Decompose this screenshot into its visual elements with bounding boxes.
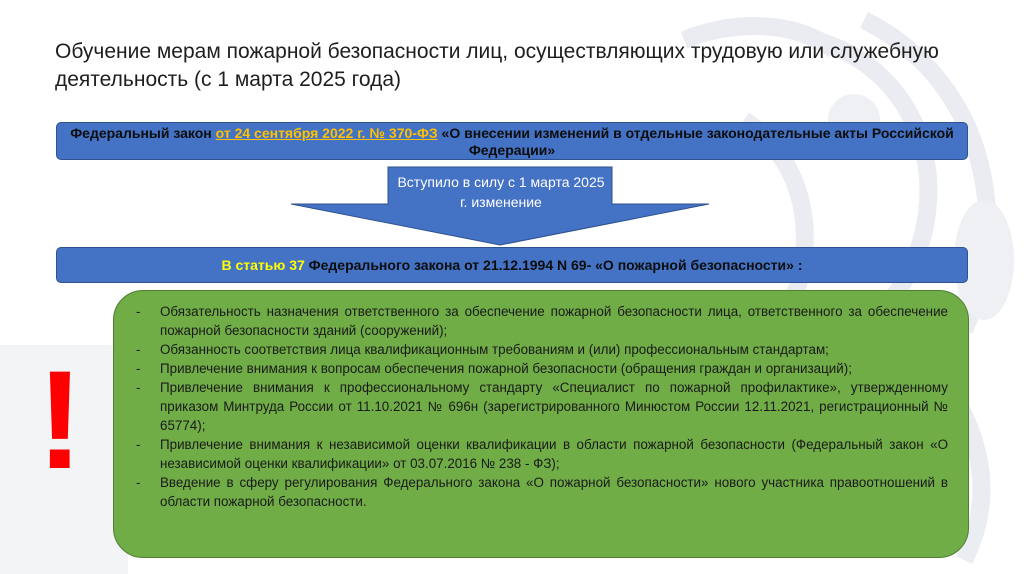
bullet-dash: -: [136, 342, 141, 357]
page-title: Обучение мерам пожарной безопасности лиц, осуществляющих трудовую или служебную деятельность (с 1 марта 2025 года): [55, 40, 939, 91]
effective-date-text: Вступило в силу с 1 марта 2025 г. изменение: [397, 174, 605, 210]
list-item: - Обязательность назначения ответственного за обеспечение пожарной безопасности лица, ответственного за обеспечение пожарной безопасности зданий (сооружений);: [136, 304, 948, 338]
requirements-list: [136, 302, 948, 511]
article-prefix: В статью 37: [221, 257, 305, 273]
bullet-dash: -: [136, 475, 141, 490]
bullet-dash: -: [136, 380, 141, 395]
list-item: - Обязанность соответствия лица квалификационным требованиям и (или) профессиональным стандартам;: [136, 342, 829, 357]
federal-law-banner: [56, 122, 968, 160]
bullet-dash: -: [136, 361, 141, 376]
law-reference-link[interactable]: от 24 сентября 2022 г. № 370-ФЗ: [215, 125, 438, 141]
requirements-list-box: [113, 290, 969, 558]
list-item: - Привлечение внимания к профессиональному стандарту «Специалист по пожарной профилактике», утвержденному приказом Минтруда России от 11.10.2021 № 696н (зарегистрированного Минюстом России 12.11.2021, регистрационный № 65774);: [136, 380, 948, 433]
list-item: - Введение в сферу регулирования Федерального закона «О пожарной безопасности» нового участника правоотношений в области пожарной безопасности.: [136, 475, 948, 509]
article-banner: [56, 247, 968, 283]
bullet-dash: -: [136, 304, 141, 319]
article-suffix: Федерального закона от 21.12.1994 N 69- «О пожарной безопасности» :: [304, 257, 803, 273]
law-prefix: Федеральный закон: [70, 125, 216, 141]
exclamation-mark-icon: !: [36, 341, 84, 498]
list-item: - Привлечение внимания к независимой оценки квалификации в области пожарной безопасности (Федеральный закон «О независимой оценки квалификации» от 03.07.2016 № 238 - ФЗ);: [136, 437, 948, 471]
bullet-dash: -: [136, 437, 141, 452]
law-suffix: «О внесении изменений в отдельные законодательные акты Российской Федерации»: [437, 125, 954, 158]
list-item: - Привлечение внимания к вопросам обеспечения пожарной безопасности (обращения граждан и организаций);: [136, 361, 852, 376]
